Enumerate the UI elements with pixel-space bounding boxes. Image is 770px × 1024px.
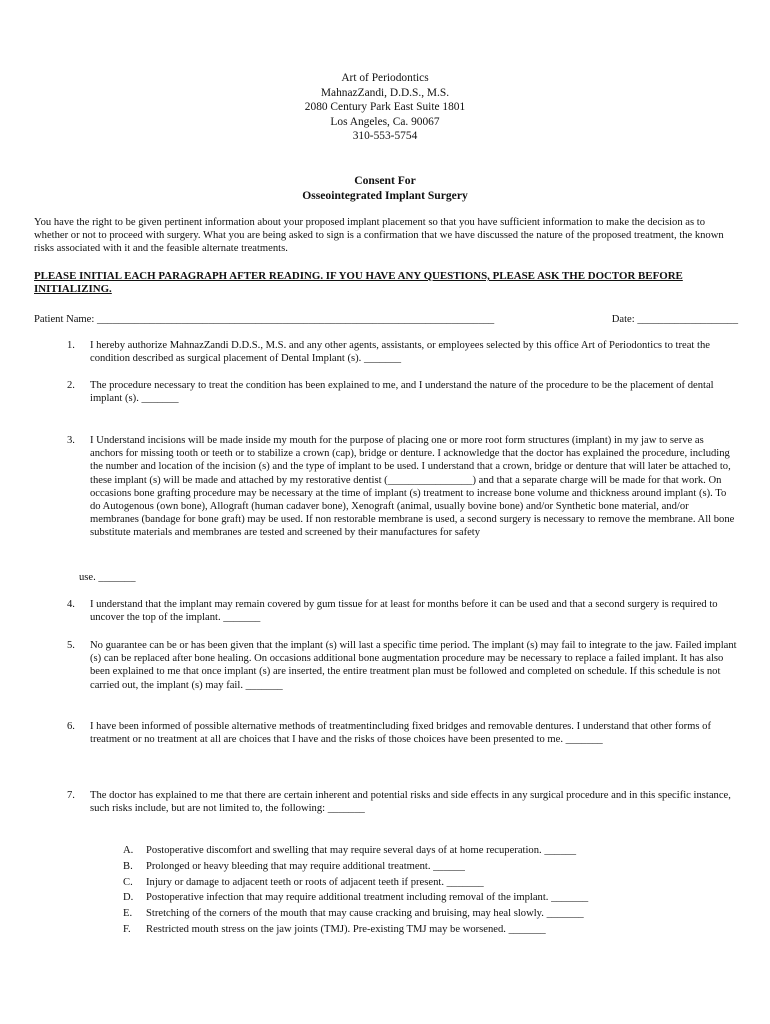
item-3-initial-line[interactable]: use. _______ (79, 572, 136, 583)
title-line-2: Osseointegrated Implant Surgery (302, 189, 468, 202)
risk-item-b (123, 859, 723, 875)
item-number: 2. (67, 380, 75, 391)
risk-item-a (123, 843, 723, 859)
practice-phone: 310-553-5754 (352, 130, 418, 142)
item-number: 7. (67, 790, 75, 801)
title-line-1: Consent For (354, 174, 416, 187)
practice-address: 2080 Century Park East Suite 1801 (304, 101, 466, 113)
patient-name-field[interactable]: Patient Name: ___________________________________________________________________________ (34, 314, 495, 325)
risk-item-e (123, 906, 723, 922)
item-number: 6. (67, 721, 75, 732)
risk-letter: D. (123, 892, 134, 904)
initial-instruction: PLEASE INITIAL EACH PARAGRAPH AFTER READING. IF YOU HAVE ANY QUESTIONS, PLEASE ASK THE DOCTOR BEFORE INITIALIZING. (34, 270, 683, 296)
item-number: 1. (67, 340, 75, 351)
item-text: No guarantee can be or has been given that the implant (s) will last a specific time period. The implant (s) may fail to integrate to the jaw. Failed implant (s) can be replaced after bone healing. On occasions additional bone augmentation procedure may be necessary to replace a failed implant. It has also been explained to me that once implant (s) are inserted, the entire treatment plan must be followed and completed on schedule. If this schedule is not carried out, the implant (s) may fail. _______ (90, 640, 737, 691)
consent-item-6 (67, 720, 739, 746)
risk-letter: F. (123, 923, 131, 935)
item-text: The doctor has explained to me that there are certain inherent and potential risks and side effects in any surgical procedure and in this specific instance, such risks include, but are not limited to, the following: _______ (90, 790, 731, 815)
doctor-name: MahnazZandi, D.D.S., M.S. (320, 86, 450, 99)
form-title (0, 173, 770, 203)
risk-item-c (123, 875, 723, 891)
risk-letter: A. (123, 845, 134, 856)
practice-header (0, 71, 770, 144)
risk-text: Stretching of the corners of the mouth that may cause cracking and bruising, may heal slowly. _______ (146, 908, 584, 920)
consent-item-7 (67, 789, 739, 815)
risk-letter: C. (123, 876, 133, 888)
consent-item-5 (67, 639, 739, 692)
item-text: I have been informed of possible alternative methods of treatmentincluding fixed bridges and removable dentures. I understand that other forms of treatment or no treatment at all are choices that I have and the risks of those choices have been presented to me. _______ (90, 721, 712, 746)
consent-item-4 (67, 598, 739, 624)
date-field[interactable]: Date: ___________________ (611, 314, 738, 325)
risk-list (123, 843, 723, 938)
risk-text: Postoperative discomfort and swelling that may require several days of at home recuperation. ______ (146, 845, 577, 856)
risk-text: Prolonged or heavy bleeding that may require additional treatment. ______ (146, 860, 465, 872)
risk-letter: E. (123, 908, 133, 920)
intro-paragraph: You have the right to be given pertinent information about your proposed implant placement so that you have sufficient information to make the decision as to whether or not to proceed with surgery. What you are being asked to sign is a confirmation that we have discussed the nature of the proposed treatment, the known risks associated with it and the feasible alternate treatments. (34, 217, 724, 255)
item-number: 4. (67, 599, 75, 610)
risk-text: Postoperative infection that may require additional treatment including removal of the implant. _______ (146, 892, 589, 904)
item-number: 5. (67, 640, 75, 651)
risk-item-d (123, 890, 723, 906)
consent-item-3 (67, 434, 739, 540)
risk-text: Injury or damage to adjacent teeth or roots of adjacent teeth if present. _______ (146, 876, 484, 888)
consent-item-2 (67, 379, 739, 405)
practice-city: Los Angeles, Ca. 90067 (330, 115, 440, 128)
patient-info-line (34, 313, 738, 326)
item-text: I understand that the implant may remain covered by gum tissue for at least for months before it can be used and that a second surgery is required to uncover the top of the implant. _______ (90, 599, 718, 624)
consent-item-1 (67, 339, 739, 365)
risk-text: Restricted mouth stress on the jaw joints (TMJ). Pre-existing TMJ may be worsened. _______ (146, 923, 546, 935)
practice-name: Art of Periodontics (341, 72, 429, 84)
item-text: I hereby authorize MahnazZandi D.D.S., M.S. and any other agents, assistants, or employees selected by this office Art of Periodontics to treat the condition described as surgical placement of Dental Implant (s). _______ (90, 340, 710, 365)
risk-item-f (123, 922, 723, 938)
risk-letter: B. (123, 860, 133, 872)
item-text: The procedure necessary to treat the condition has been explained to me, and I understand the nature of the procedure to be the placement of dental implant (s). _______ (90, 380, 714, 405)
item-text: I Understand incisions will be made inside my mouth for the purpose of placing one or more root form structures (implant) in my jaw to serve as anchors for missing tooth or teeth or to stabilize a crown (cap), bridge or denture. I acknowledge that the doctor has explained the procedure, including the number and location of the incision (s) and the type of implant to be used. I understand that a crown, bridge or denture that will later be attached to, these implant (s) will be made and attached by my restorative dentist (________________) and that a separate charge will be made for that work. On occasions bone grafting procedure may be necessary at the time of implant (s) treatment to increase bone volume and thickness around implant (s). To do Autogenous (own bone), Allograft (human cadaver bone), Xenograft (animal, usually bovine bone) and/or Synthetic bone material, and/or membranes (bandage for bone graft) may be used. If non restorable membrane is used, a second surgery is necessary to remove the membrane. All bone substitute materials and membranes are tested and screened by their manufactures for safety (90, 435, 735, 539)
item-number: 3. (67, 435, 75, 446)
